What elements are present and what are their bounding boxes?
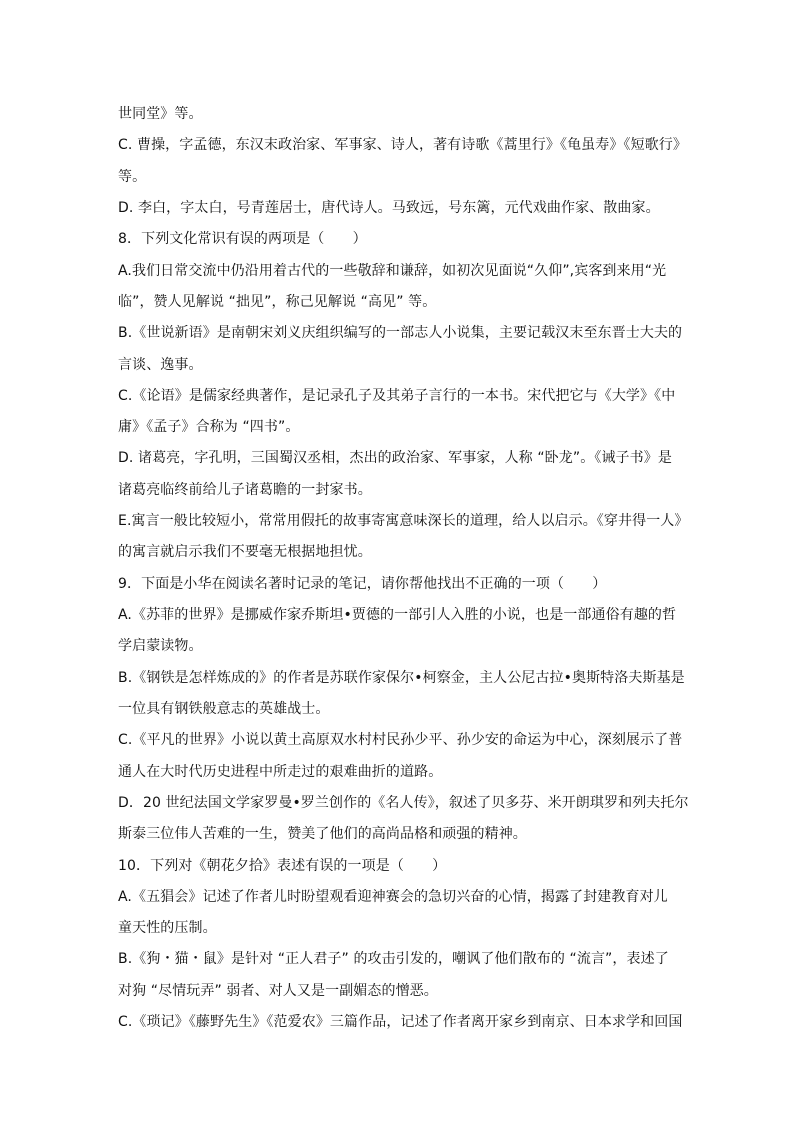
text-line: A.我们日常交流中仍沿用着古代的一些敬辞和谦辞，如初次见面说“久仰”,宾客到来用“光 (118, 262, 667, 279)
text-line: E.寓言一般比较短小，常常用假托的故事寄寓意味深长的道理，给人以启示。《穿井得一人》 (118, 513, 689, 530)
text-line: 等。 (118, 168, 147, 185)
text-line: 庸》《孟子》合称为 “四书”。 (118, 419, 300, 436)
text-line: A.《五猖会》记述了作者儿时盼望观看迎神赛会的急切兴奋的心情，揭露了封建教育对儿 (118, 888, 668, 905)
text-line: 一位具有钢铁般意志的英雄战士。 (118, 700, 330, 717)
text-line: 对狗 “尽情玩弄” 弱者、对人又是一副媚态的憎恶。 (118, 982, 438, 999)
text-line: 临”，赞人见解说 “拙见”，称己见解说 “高见” 等。 (118, 293, 437, 310)
text-line: A.《苏菲的世界》是挪威作家乔斯坦•贾德的一部引人入胜的小说，也是一部通俗有趣的哲 (118, 607, 677, 623)
text-line: 世同堂》等。 (118, 106, 203, 122)
text-line: B.《钢铁是怎样炼成的》的作者是苏联作家保尔•柯察金，主人公尼古拉•奥斯特洛夫斯基是 (118, 669, 685, 686)
document-body (118, 102, 689, 1041)
text-line: D. 李白，字太白，号青莲居士，唐代诗人。马致远，号东篱，元代戏曲作家、散曲家。 (118, 199, 660, 216)
text-line: C. 曹操，字孟德，东汉末政治家、军事家、诗人，著有诗歌《蒿里行》《龟虽寿》《短歌行》 (118, 137, 687, 154)
text-line: 言谈、逸事。 (118, 356, 203, 373)
text-line: B.《世说新语》是南朝宋刘义庆组织编写的一部志人小说集，主要记载汉末至东晋士大夫的 (118, 325, 683, 342)
text-line: D. 诸葛亮，字孔明，三国蜀汉丞相，杰出的政治家、军事家，人称 “卧龙”。《诫子书》是 (118, 450, 672, 467)
text-line: D．20 世纪法国文学家罗曼•罗兰创作的《名人传》，叙述了贝多芬、米开朗琪罗和列夫托尔 (118, 794, 689, 811)
text-line: C.《平凡的世界》小说以黄土高原双水村村民孙少平、孙少安的命运为中心，深刻展示了普 (118, 732, 683, 749)
text-line: C.《琐记》《藤野先生》《范爱农》三篇作品，记述了作者离开家乡到南京、日本求学和回国 (118, 1014, 683, 1031)
text-line: 诸葛亮临终前给儿子诸葛瞻的一封家书。 (118, 481, 372, 498)
text-line: B.《狗・猫・鼠》是针对 “正人君子” 的攻击引发的，嘲讽了他们散布的 “流言”，表述了 (118, 951, 669, 968)
text-line: C.《论语》是儒家经典著作，是记录孔子及其弟子言行的一本书。宋代把它与《大学》《中 (118, 387, 676, 404)
text-line: 童天性的压制。 (118, 920, 217, 937)
text-line: 通人在大时代历史进程中所走过的艰难曲折的道路。 (118, 763, 443, 780)
text-line: 学启蒙读物。 (118, 638, 203, 655)
question-10-stem: 10．下列对《朝花夕拾》表述有误的一项是（ ） (118, 857, 447, 874)
text-line: 的寓言就启示我们不要毫无根据地担忧。 (118, 544, 372, 561)
question-9-stem: 9．下面是小华在阅读名著时记录的笔记，请你帮他找出不正确的一项（ ） (118, 575, 607, 592)
question-8-stem: 8．下列文化常识有误的两项是（ ） (118, 231, 367, 248)
text-line: 斯泰三位伟人苦难的一生，赞美了他们的高尚品格和顽强的精神。 (118, 826, 527, 843)
